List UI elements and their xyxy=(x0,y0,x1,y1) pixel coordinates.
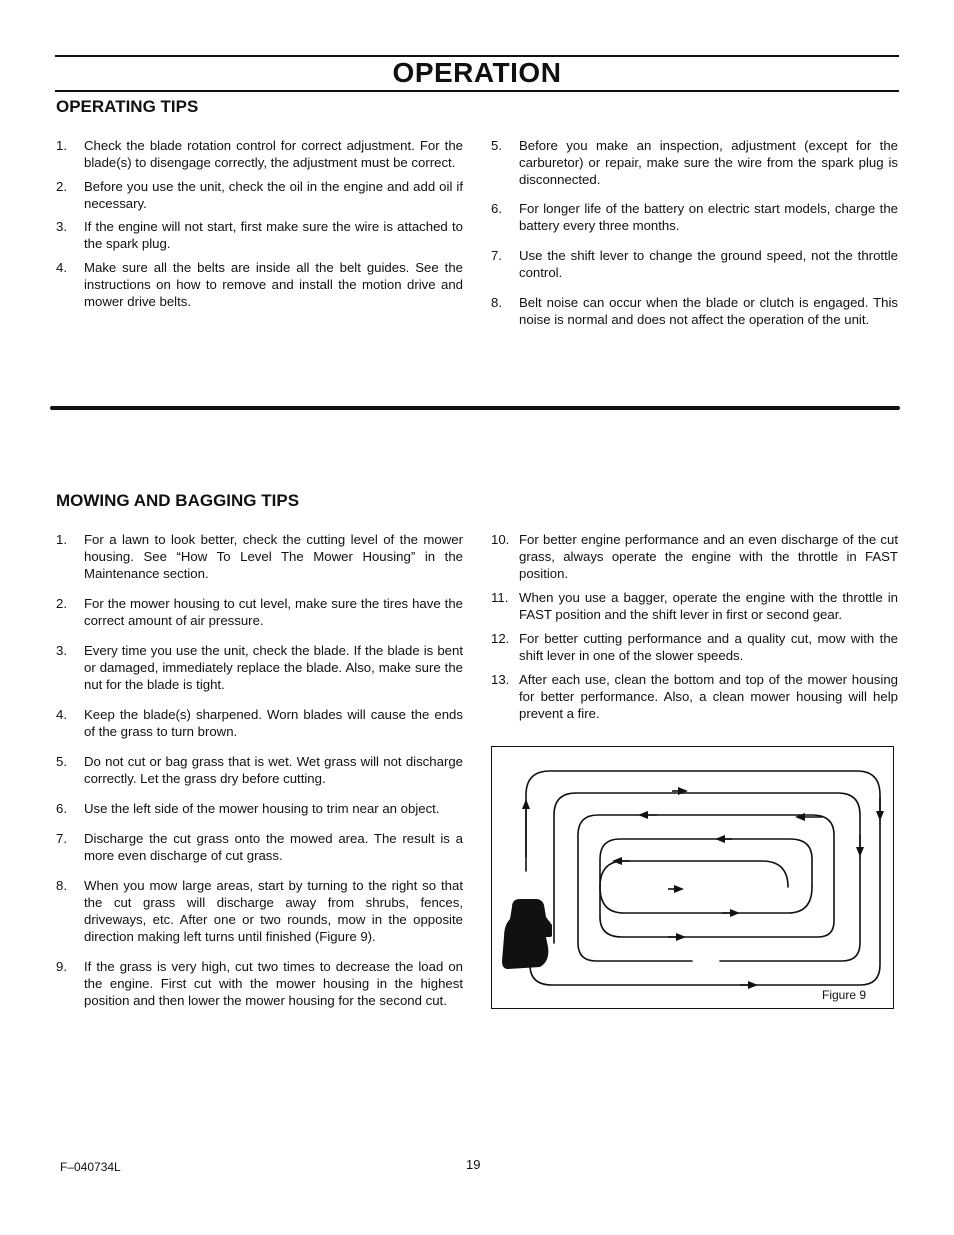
list-item-text: Every time you use the unit, check the blade. If the blade is bent or damaged, immediately replace the blade. Also, make sure the nut for the blade is tight. xyxy=(84,643,463,692)
list-item xyxy=(56,830,463,864)
list-item-text: When you use a bagger, operate the engine with the throttle in FAST position and the shift lever in first or second gear. xyxy=(519,590,898,622)
list-item-text: For better cutting performance and a quality cut, mow with the shift lever in one of the slower speeds. xyxy=(519,631,898,663)
list-item-text: For longer life of the battery on electric start models, charge the battery every three months. xyxy=(519,201,898,233)
list-item-text: Before you make an inspection, adjustment (except for the carburetor) or repair, make sure the wire from the spark plug is disconnected. xyxy=(519,138,898,187)
header-rule-bottom xyxy=(55,90,899,92)
document-code: F–040734L xyxy=(60,1160,121,1174)
list-item xyxy=(491,137,898,188)
list-item xyxy=(491,200,898,234)
list-item xyxy=(56,259,463,310)
operating-tips-right-column xyxy=(491,137,898,328)
list-item-number: 2. xyxy=(56,596,67,611)
page-number: 19 xyxy=(466,1157,481,1172)
mowing-tips-heading: MOWING AND BAGGING TIPS xyxy=(56,491,300,510)
page-title: OPERATION xyxy=(392,57,562,88)
list-item-text: For a lawn to look better, check the cutting level of the mower housing. See “How To Level The Mower Housing” in the Maintenance section. xyxy=(84,532,463,581)
list-item-text: When you mow large areas, start by turning to the right so that the cut grass will discharge away from shrubs, fences, driveways, etc. After one or two rounds, mow in the opposite direction making left turns until finished (Figure 9). xyxy=(84,878,463,944)
list-item xyxy=(56,531,463,582)
mowing-pattern-diagram-icon xyxy=(492,747,895,1010)
list-item xyxy=(56,800,463,817)
list-item xyxy=(56,642,463,693)
list-item-number: 8. xyxy=(56,878,67,893)
list-item-text: Belt noise can occur when the blade or clutch is engaged. This noise is normal and does not affect the operation of the unit. xyxy=(519,295,898,327)
list-item-text: If the engine will not start, first make sure the wire is attached to the spark plug. xyxy=(84,219,463,251)
mowing-tips-right-column xyxy=(491,531,898,722)
list-item-number: 3. xyxy=(56,643,67,658)
list-item-text: For better engine performance and an even discharge of the cut grass, always operate the engine with the throttle in FAST position. xyxy=(519,532,898,581)
list-item-number: 2. xyxy=(56,179,67,194)
list-item xyxy=(56,137,463,171)
list-item-text: For the mower housing to cut level, make sure the tires have the correct amount of air pressure. xyxy=(84,596,463,628)
list-item-number: 1. xyxy=(56,532,67,547)
list-item-text: After each use, clean the bottom and top of the mower housing for better performance. Also, a clean mower housing will help prevent a fire. xyxy=(519,672,898,721)
operating-tips-left-column xyxy=(56,137,463,310)
list-item-number: 4. xyxy=(56,260,67,275)
list-item xyxy=(491,671,898,722)
list-item-number: 6. xyxy=(491,201,502,216)
list-item xyxy=(491,294,898,328)
list-item-text: Check the blade rotation control for correct adjustment. For the blade(s) to disengage correctly, the adjustment must be correct. xyxy=(84,138,463,170)
list-item-text: Use the shift lever to change the ground speed, not the throttle control. xyxy=(519,248,898,280)
list-item-number: 12. xyxy=(491,631,510,646)
list-item xyxy=(56,753,463,787)
list-item-number: 10. xyxy=(491,532,510,547)
list-item-text: If the grass is very high, cut two times to decrease the load on the engine. First cut with the mower housing in the highest position and then lower the mower housing for the second cut. xyxy=(84,959,463,1008)
list-item-number: 11. xyxy=(491,590,509,605)
list-item-number: 4. xyxy=(56,707,67,722)
list-item xyxy=(491,630,898,664)
list-item xyxy=(56,595,463,629)
list-item xyxy=(56,958,463,1009)
mowing-tips-left-column xyxy=(56,531,463,1009)
list-item xyxy=(491,589,898,623)
list-item xyxy=(56,218,463,252)
list-item-number: 13. xyxy=(491,672,510,687)
list-item xyxy=(491,247,898,281)
list-item-text: Make sure all the belts are inside all the belt guides. See the instructions on how to remove and install the motion drive and mower drive belts. xyxy=(84,260,463,309)
list-item-number: 5. xyxy=(56,754,67,769)
figure-caption: Figure 9 xyxy=(822,988,867,1002)
list-item-number: 9. xyxy=(56,959,67,974)
list-item xyxy=(56,877,463,945)
list-item xyxy=(56,706,463,740)
mower-icon xyxy=(502,899,552,969)
list-item-text: Before you use the unit, check the oil in the engine and add oil if necessary. xyxy=(84,179,463,211)
list-item-text: Discharge the cut grass onto the mowed area. The result is a more even discharge of cut grass. xyxy=(84,831,463,863)
list-item-number: 3. xyxy=(56,219,67,234)
list-item-text: Keep the blade(s) sharpened. Worn blades will cause the ends of the grass to turn brown. xyxy=(84,707,463,739)
figure-9 xyxy=(491,746,894,1009)
list-item-number: 1. xyxy=(56,138,67,153)
list-item-number: 7. xyxy=(491,248,502,263)
section-divider xyxy=(50,406,900,410)
operating-tips-heading: OPERATING TIPS xyxy=(56,97,199,116)
list-item xyxy=(56,178,463,212)
list-item-text: Do not cut or bag grass that is wet. Wet grass will not discharge correctly. Let the grass dry before cutting. xyxy=(84,754,463,786)
list-item xyxy=(491,531,898,582)
list-item-text: Use the left side of the mower housing to trim near an object. xyxy=(84,801,440,816)
list-item-number: 8. xyxy=(491,295,502,310)
list-item-number: 6. xyxy=(56,801,67,816)
list-item-number: 5. xyxy=(491,138,502,153)
list-item-number: 7. xyxy=(56,831,67,846)
